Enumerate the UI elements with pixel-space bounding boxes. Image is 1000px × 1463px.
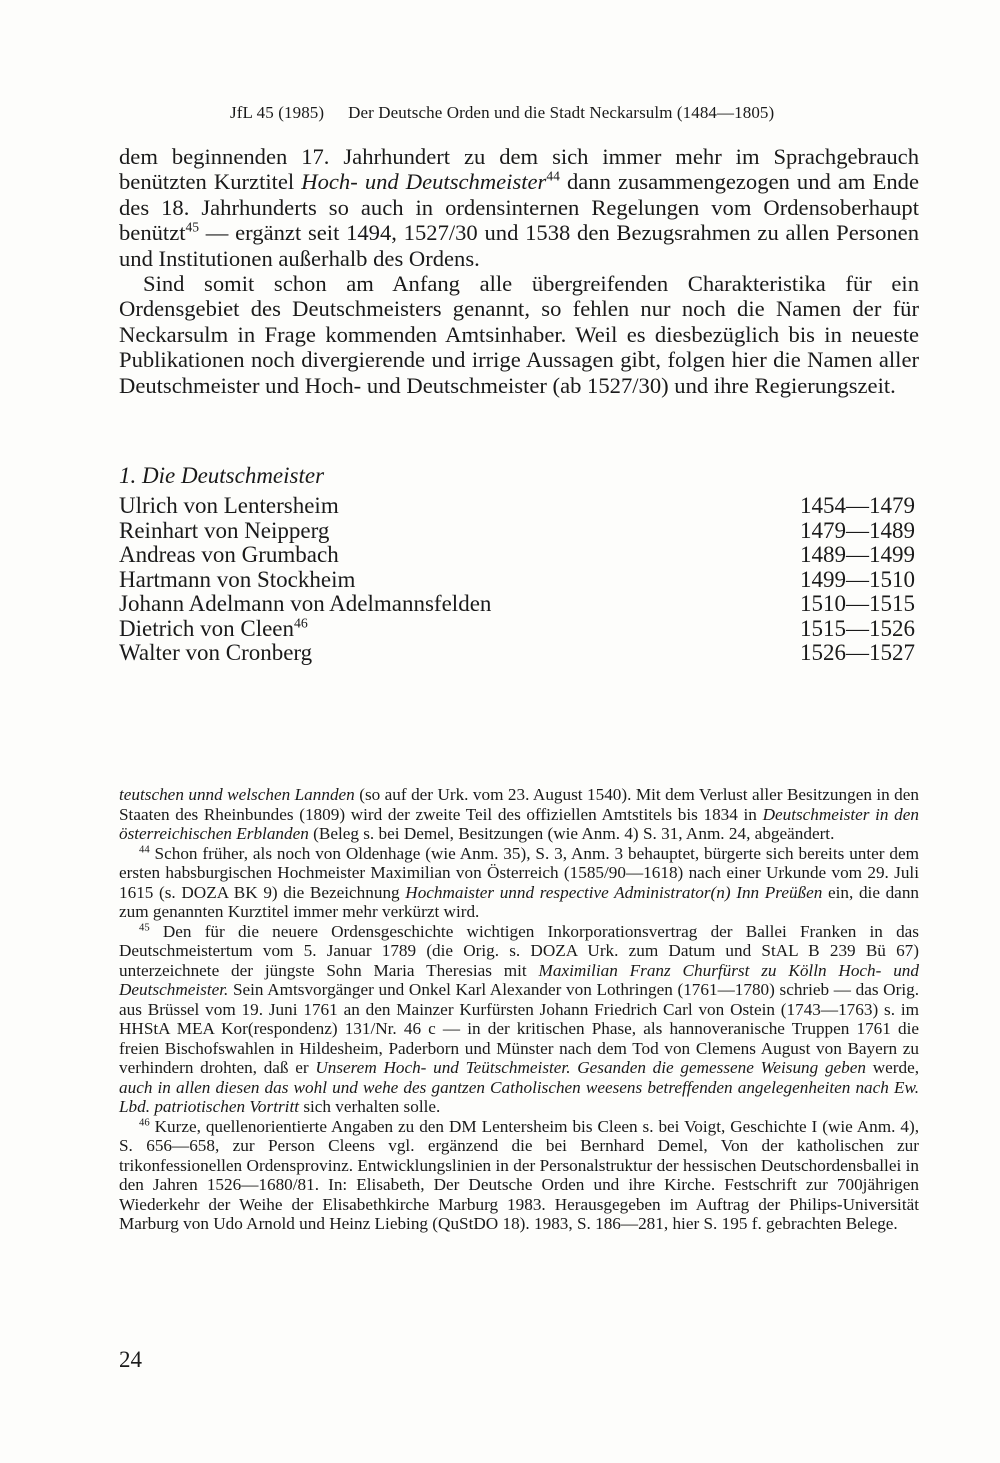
footnote-ref-44: 44	[546, 168, 560, 184]
list-item	[119, 519, 919, 544]
list-item	[119, 614, 919, 642]
journal-reference: JfL 45 (1985)	[230, 103, 325, 122]
footnote-ref-46: 46	[294, 614, 308, 630]
footnote-45: $^{45}$ Den für die neuere Ordensgeschichte wichtigen Inkorporationsvertrag der Ballei Franken in das Deutschmeistertum vom 5. Januar 1789 (die Orig. s. DOZA Urk. zum Datum und StAL B 239 Bü 67) unterzeichnete der jüngste Sohn Maria Theresias mit Maximilian Franz Churfürst zu Kölln Hoch- und Deutschmeister. Sein Amtsvorgänger und Onkel Karl Alexander von Lothringen (1761—1780) schrieb — das Orig. aus Brüssel vom 19. Juni 1761 an den Mainzer Kurfürsten Johann Friedrich Carl von Ostein (1743—1763) s. im HHStA MEA Kor(respondenz) 131/Nr. 46 c — in der kritischen Phase, als hannoveranische Truppen 1761 die freien Bischofswahlen in Hildesheim, Paderborn und Münster nach dem Tod von Clemens August von Bayern zu verhindern drohten, daß er Unserem Hoch- und Teütschmeister. Gesanden die gemessene Weisung geben werde, auch in allen diesen das wohl und wehe des gantzen Catholischen weesens betreffenden angelegenheiten nach Ew. Lbd. patriotischen Vortritt sich verhalten solle.	[119, 921, 919, 1116]
footnote-number: 46	[139, 1116, 150, 1128]
list-item	[119, 494, 919, 519]
footnote-number: 45	[139, 921, 150, 933]
master-years: 1489—1499	[800, 542, 915, 567]
master-years: 1499—1510	[800, 566, 915, 592]
footnote-continuation: teutschen unnd welschen Lannden (so auf der Urk. vom 23. August 1540). Mit dem Verlust aller Besitzungen in den Staaten des Rheinbundes (1809) wird der zweite Teil des offiziellen Amtstitels bis 1834 in Deutschmeister in den österreichischen Erblanden (Beleg s. bei Demel, Besitzungen (wie Anm. 4) S. 31, Anm. 24, abgeändert.	[119, 785, 919, 843]
main-text	[119, 144, 919, 398]
article-title: Der Deutsche Orden und die Stadt Neckarsulm (1484—1805)	[348, 103, 775, 122]
list-item	[119, 568, 919, 593]
master-name: Johann Adelmann von Adelmannsfelden	[119, 591, 492, 616]
page-number: 24	[119, 1347, 142, 1372]
list-item	[119, 543, 919, 568]
master-name: Dietrich von Cleen$^{46}$	[119, 614, 308, 641]
running-header	[230, 103, 774, 123]
master-name: Ulrich von Lentersheim	[119, 493, 339, 518]
footnotes	[119, 785, 919, 1234]
master-years: 1515—1526	[800, 615, 915, 641]
list-item	[119, 592, 919, 617]
footnote-ref-45: 45	[185, 219, 200, 235]
footnote-46: $^{46}$ Kurze, quellenorientierte Angaben zu den DM Lentersheim bis Cleen s. bei Voigt, Geschichte I (wie Anm. 4), S. 656—658, zur Person Cleens vgl. ergänzend die bei Bernhard Demel, Von der katholischen zur trikonfessionellen Ordensprovinz. Entwicklungslinien in der Personalstruktur der hessischen Deutschordensballei in den Jahren 1526—1680/81. In: Elisabeth, Der Deutsche Orden und ihre Kirche. Festschrift zur 700jährigen Wiederkehr der Weihe der Elisabethkirche Marburg 1983. Herausgegeben im Auftrag der Philips-Universität Marburg von Udo Arnold und Heinz Liebing (QuStDO 18). 1983, S. 186—281, hier S. 195 f. gebrachten Belege.	[119, 1116, 919, 1233]
section-heading: 1. Die Deutschmeister	[119, 463, 325, 488]
footnote-number: 44	[139, 843, 150, 855]
paragraph-2: Sind somit schon am Anfang alle übergreifenden Charakteristika für ein Ordensgebiet des Deutschmeisters genannt, so fehlen nur noch die Namen der für Neckarsulm in Frage kommenden Amtsinhaber. Weil es diesbezüglich bis in neueste Publikationen noch divergierende und irrige Aussagen gibt, folgen hier die Namen aller Deutschmeister und Hoch- und Deutschmeister (ab 1527/30) und ihre Regierungszeit.	[119, 271, 919, 398]
master-name: Walter von Cronberg	[119, 640, 313, 665]
master-name: Andreas von Grumbach	[119, 542, 339, 567]
paragraph-1: dem beginnenden 17. Jahrhundert zu dem sich immer mehr im Sprachgebrauch benützten Kurztitel Hoch- und Deutschmeister$^{44}$ dann zusammengezogen und am Ende des 18. Jahrhunderts so auch in ordensinternen Regelungen vom Ordensoberhaupt benützt$^{45}$ — ergänzt seit 1494, 1527/30 und 1538 den Bezugsrahmen zu allen Personen und Institutionen außerhalb des Ordens.	[119, 144, 919, 271]
master-years: 1526—1527	[800, 640, 915, 665]
master-years: 1479—1489	[800, 517, 915, 543]
footnote-44: $^{44}$ Schon früher, als noch von Oldenhage (wie Anm. 35), S. 3, Anm. 3 behauptet, bürgerte sich bereits unter dem ersten habsburgischen Hochmeister Maximilian von Österreich (1585/90—1618) nach einer Urkunde vom 29. Juli 1615 (s. DOZA BK 9) die Bezeichnung Hochmaister unnd respective Administrator(n) Inn Preüßen ein, die dann zum genannten Kurztitel immer mehr verkürzt wird.	[119, 843, 920, 921]
masters-list	[119, 494, 919, 666]
emphasis-hoch-und-deutschmeister: Hoch- und Deutschmeister	[301, 169, 547, 195]
master-years: 1454—1479	[800, 493, 915, 518]
master-name: Hartmann von Stockheim	[119, 566, 356, 592]
list-item	[119, 641, 919, 666]
master-name: Reinhart von Neipperg	[119, 517, 330, 543]
master-years: 1510—1515	[800, 591, 915, 616]
